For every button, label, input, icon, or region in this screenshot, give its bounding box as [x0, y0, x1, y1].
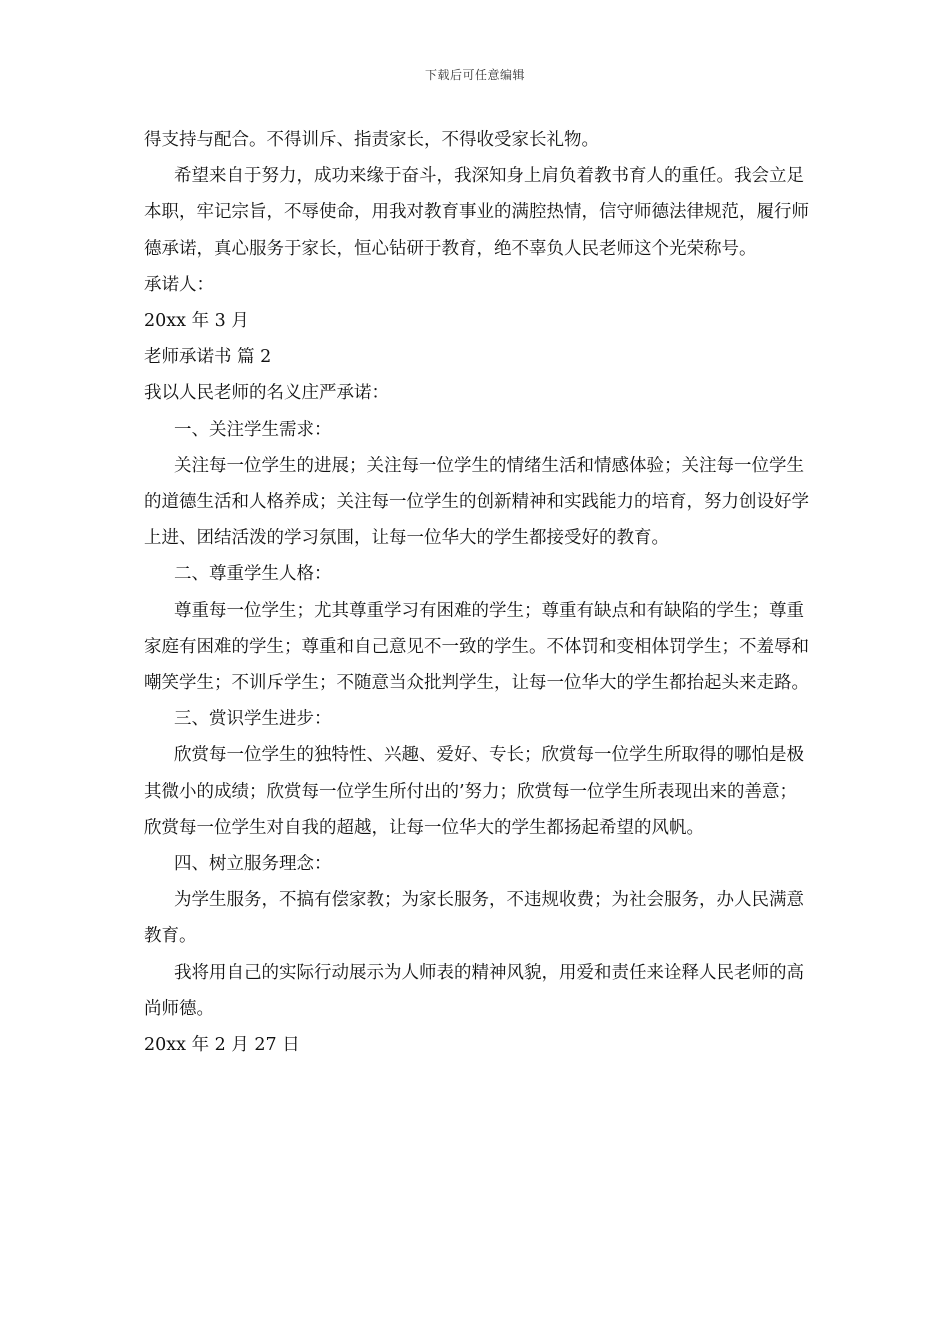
paragraph-hope: 希望来自于努力，成功来缘于奋斗，我深知身上肩负着教书育人的重任。我会立足本职，牢记宗旨，不辱使命，用我对教育事业的满腔热情，信守师德法律规范，履行师德承诺，真心服务于家长，恒心钻研于教育，绝不辜负人民老师这个光荣称号。 [144, 166, 809, 259]
paragraph-closing: 我将用自己的实际行动展示为人师表的精神风貌，用爱和责任来诠释人民老师的高尚师德。 [144, 962, 804, 1019]
paragraph-appreciate: 欣赏每一位学生的独特性、兴趣、爱好、专长；欣赏每一位学生所取得的哪怕是极其微小的成绩；欣赏每一位学生所付出的’努力；欣赏每一位学生所表现出来的善意；欣赏每一位学生对自我的超越，让每一位华大的学生都扬起希望的风帆。 [144, 745, 804, 838]
paragraph-respect: 尊重每一位学生；尤其尊重学习有困难的学生；尊重有缺点和有缺陷的学生；尊重家庭有困难的学生；尊重和自己意见不一致的学生。不体罚和变相体罚学生；不羞辱和嘲笑学生；不训斥学生；不随意当众批判学生，让每一位华大的学生都抬起头来走路。 [144, 600, 809, 694]
paragraph-continuation: 得支持与配合。不得训斥、指责家长，不得收受家长礼物。 [144, 130, 599, 150]
page-header-note: 下载后可任意编辑 [424, 68, 525, 82]
date-line-2: 20xx 年 2 月 27 日 [144, 1035, 300, 1056]
document-body [144, 122, 814, 1063]
date-line-1: 20xx 年 3 月 [144, 311, 249, 332]
paragraph-needs: 关注每一位学生的进展；关注每一位学生的情绪生活和情感体验；关注每一位学生的道德生活和人格养成；关注每一位学生的创新精神和实践能力的培育，努力创设好学上进、团结活泼的学习氛围，让每一位华大的学生都接受好的教育。 [144, 455, 809, 549]
heading-appreciate: 三、赏识学生进步： [174, 709, 332, 730]
paragraph-service: 为学生服务，不搞有偿家教；为家长服务，不违规收费；为社会服务，办人民满意教育。 [144, 890, 804, 947]
heading-respect: 二、尊重学生人格： [174, 564, 332, 585]
promisor-label: 承诺人： [144, 274, 214, 295]
heading-service: 四、树立服务理念： [174, 854, 332, 875]
heading-needs: 一、关注学生需求： [174, 419, 332, 440]
section-title: 老师承诺书 篇 2 [144, 347, 272, 368]
pledge-intro: 我以人民老师的名义庄严承诺： [144, 383, 389, 404]
